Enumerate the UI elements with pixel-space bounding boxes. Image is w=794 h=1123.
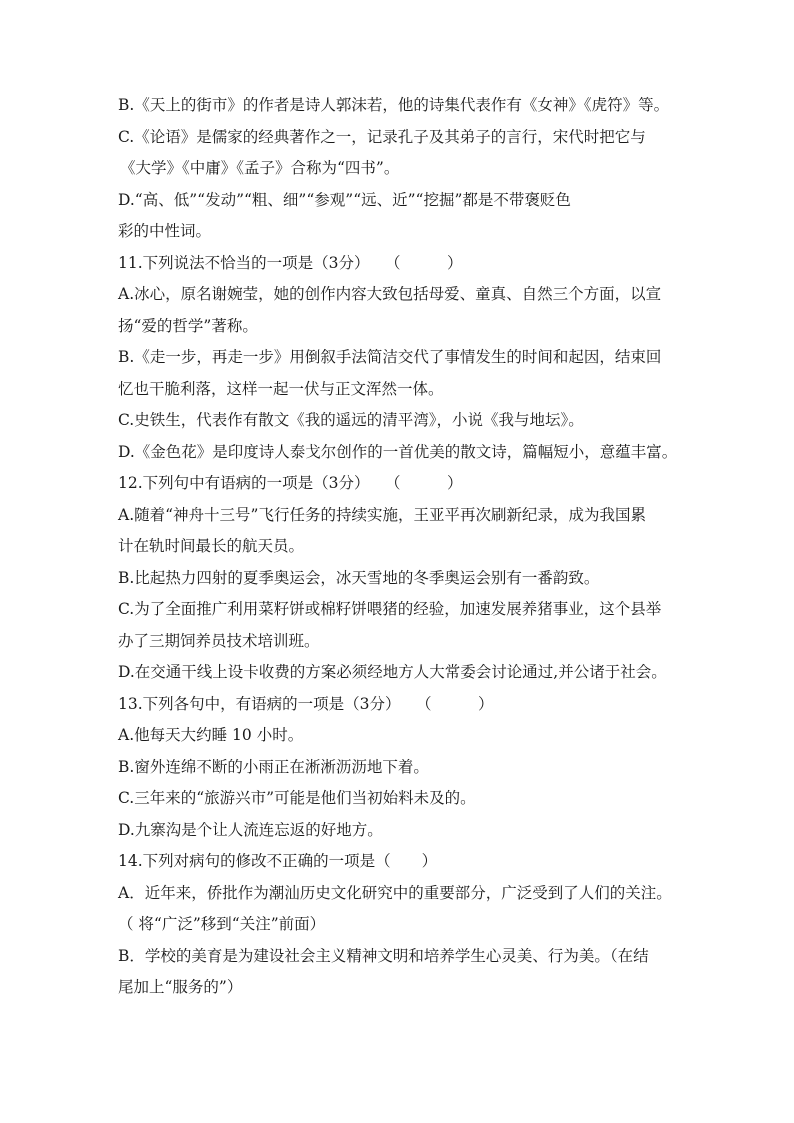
q11-option-b-line-2: 忆也干脆利落，这样一起一伏与正文浑然一体。 [118, 379, 444, 398]
q11-option-a-line-1: A.冰心，原名谢婉莹，她的创作内容大致包括母爱、童真、自然三个方面，以宣 [118, 285, 662, 303]
q14-option-a-line-2: （ 将“广泛”移到“关注”前面） [118, 915, 326, 933]
q13-option-d: D.九寨沟是个让人流连忘返的好地方。 [118, 820, 383, 839]
question-11: 11.下列说法不恰当的一项是（3分） （ ） [118, 253, 463, 272]
q12-option-b: B.比起热力四射的夏季奥运会，冰天雪地的冬季奥运会别有一番韵致。 [118, 568, 600, 587]
q11-option-d: D.《金色花》是印度诗人泰戈尔创作的一首优美的散文诗，篇幅短小，意蕴丰富。 [118, 442, 678, 461]
q14-option-a-line-1: A．近年来，侨批作为潮汕历史文化研究中的重要部分，广泛受到了人们的关注。 [118, 883, 672, 902]
q11-option-c: C.史铁生，代表作有散文《我的遥远的清平湾》，小说《我与地坛》。 [118, 411, 584, 429]
q13-option-a: A.他每天大约睡 10 小时。 [118, 726, 304, 744]
document-page [118, 90, 680, 1004]
q12-option-d: D.在交通干线上设卡收费的方案必须经地方人大常委会讨论通过,并公诸于社会。 [118, 663, 667, 681]
option-c-line-2: 《大学》《中庸》《孟子》合称为“四书”。 [120, 159, 400, 177]
q12-option-a-line-2: 计在轨时间最长的航天员。 [118, 537, 305, 555]
option-d-line-2: 彩的中性词。 [118, 222, 212, 240]
q12-option-a-line-1: A.随着“神舟十三号”飞行任务的持续实施，王亚平再次刷新纪录，成为我国累 [118, 505, 646, 524]
q11-option-b-line-1: B.《走一步，再走一步》用倒叙手法简洁交代了事情发生的时间和起因，结束回 [118, 348, 662, 366]
option-c-line-1: C.《论语》是儒家的经典著作之一，记录孔子及其弟子的言行，宋代时把它与 [118, 127, 646, 146]
question-12: 12.下列句中有语病的一项是（3分） （ ） [118, 474, 463, 492]
q11-option-a-line-2: 扬“爱的哲学”著称。 [118, 316, 258, 335]
q13-option-b: B.窗外连绵不断的小雨正在淅淅沥沥地下着。 [118, 757, 429, 776]
option-d-line-1: D.“高、低”“发动”“粗、细”“参观”“远、近”“挖掘”都是不带褒贬色 [118, 190, 571, 209]
q12-option-c-line-1: C.为了全面推广利用菜籽饼或棉籽饼喂猪的经验，加速发展养猪事业，这个县举 [118, 600, 662, 618]
q12-option-c-line-2: 办了三期饲养员技术培训班。 [118, 631, 320, 650]
option-b-line-1: B.《天上的街市》的作者是诗人郭沫若，他的诗集代表作有《女神》《虎符》等。 [118, 96, 670, 114]
question-13: 13.下列各句中，有语病的一项是（3分） （ ） [118, 694, 494, 713]
q14-option-b-line-2: 尾加上“服务的”） [118, 978, 243, 996]
q14-option-b-line-1: B．学校的美育是为建设社会主义精神文明和培养学生心灵美、行为美。（在结 [118, 946, 649, 965]
question-14: 14.下列对病句的修改不正确的一项是（ ） [118, 852, 438, 870]
q13-option-c: C.三年来的“旅游兴市”可能是他们当初始料未及的。 [118, 789, 476, 807]
